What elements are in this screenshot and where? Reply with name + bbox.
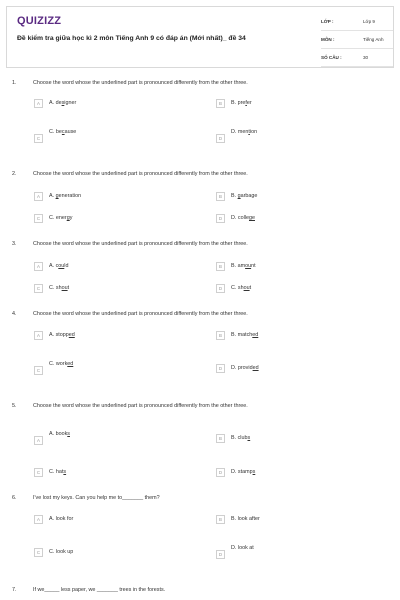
meta-row-count: [321, 51, 393, 67]
option-letter: C: [34, 134, 43, 143]
quizizz-logo: QUIZIZZ: [17, 15, 62, 27]
option-letter: B: [216, 262, 225, 271]
option-text: B. garbage: [231, 193, 258, 199]
meta-row-class: [321, 15, 393, 31]
question-text: I've lost my keys. Can you help me to_______ them?: [33, 495, 160, 501]
option-letter: C: [34, 214, 43, 223]
option-text: C. hats: [49, 469, 67, 475]
option-text: D. look at: [231, 545, 254, 551]
meta-label: SỐ CÂU :: [321, 55, 342, 60]
meta-row-subject: [321, 33, 393, 49]
option-text: A. look for: [49, 516, 74, 522]
option-letter: C: [34, 366, 43, 375]
option-text: D. stamps: [231, 469, 256, 475]
question-text: Choose the word whose the underlined part is pronounced differently from the other three.: [33, 311, 248, 317]
option-text: A. could: [49, 263, 69, 269]
option-text: B. prefer: [231, 100, 252, 106]
question-text: Choose the word whose the underlined part is pronounced differently from the other three.: [33, 80, 248, 86]
option-text: B. look after: [231, 516, 260, 522]
option-letter: A: [34, 331, 43, 340]
option-letter: B: [216, 99, 225, 108]
option-letter: A: [34, 262, 43, 271]
option-text: A. designer: [49, 100, 77, 106]
option-letter: B: [216, 192, 225, 201]
question-number: 1.: [12, 80, 17, 86]
meta-label: MÔN :: [321, 37, 335, 42]
question-number: 6.: [12, 495, 17, 501]
meta-label: LỚP :: [321, 19, 334, 24]
option-text: B. clubs: [231, 435, 251, 441]
worksheet-meta: [321, 15, 393, 69]
meta-value: Lớp 9: [363, 19, 375, 24]
question-text: Choose the word whose the underlined part is pronounced differently from the other three.: [33, 241, 248, 247]
question-text: Choose the word whose the underlined part is pronounced differently from the other three.: [33, 171, 248, 177]
option-letter: D: [216, 134, 225, 143]
worksheet-header: [6, 6, 394, 68]
option-letter: A: [34, 515, 43, 524]
option-letter: B: [216, 331, 225, 340]
option-text: D. provided: [231, 365, 259, 371]
option-letter: B: [216, 434, 225, 443]
option-letter: D: [216, 214, 225, 223]
question-text: If we_____ less paper, we _______ trees in the forests.: [33, 587, 166, 593]
worksheet-title: Đề kiểm tra giữa học kì 2 môn Tiếng Anh 9 có đáp án (Mới nhất)_ đề 34: [17, 35, 246, 42]
option-text: B. amount: [231, 263, 256, 269]
option-text: C. because: [49, 129, 77, 135]
option-text: A. stopped: [49, 332, 75, 338]
question-number: 4.: [12, 311, 17, 317]
question-number: 2.: [12, 171, 17, 177]
option-letter: A: [34, 436, 43, 445]
question-number: 3.: [12, 241, 17, 247]
option-text: D. college: [231, 215, 255, 221]
option-letter: A: [34, 192, 43, 201]
option-letter: D: [216, 364, 225, 373]
option-letter: D: [216, 284, 225, 293]
option-text: D. mention: [231, 129, 258, 135]
option-letter: C: [34, 468, 43, 477]
option-letter: D: [216, 550, 225, 559]
option-text: A. books: [49, 431, 70, 437]
option-text: C. shout: [49, 285, 70, 291]
option-letter: C: [34, 548, 43, 557]
option-letter: D: [216, 468, 225, 477]
option-text: B. matched: [231, 332, 259, 338]
meta-value: 30: [363, 55, 369, 60]
option-text: C. worked: [49, 361, 74, 367]
option-letter: B: [216, 515, 225, 524]
option-text: C. shout: [231, 285, 252, 291]
option-text: A. generation: [49, 193, 82, 199]
option-text: C. look up: [49, 549, 74, 555]
option-letter: A: [34, 99, 43, 108]
option-letter: C: [34, 284, 43, 293]
meta-value: Tiếng Anh: [363, 37, 384, 42]
question-number: 7.: [12, 587, 17, 593]
question-text: Choose the word whose the underlined part is pronounced differently from the other three.: [33, 403, 248, 409]
question-number: 5.: [12, 403, 17, 409]
option-text: C. energy: [49, 215, 73, 221]
